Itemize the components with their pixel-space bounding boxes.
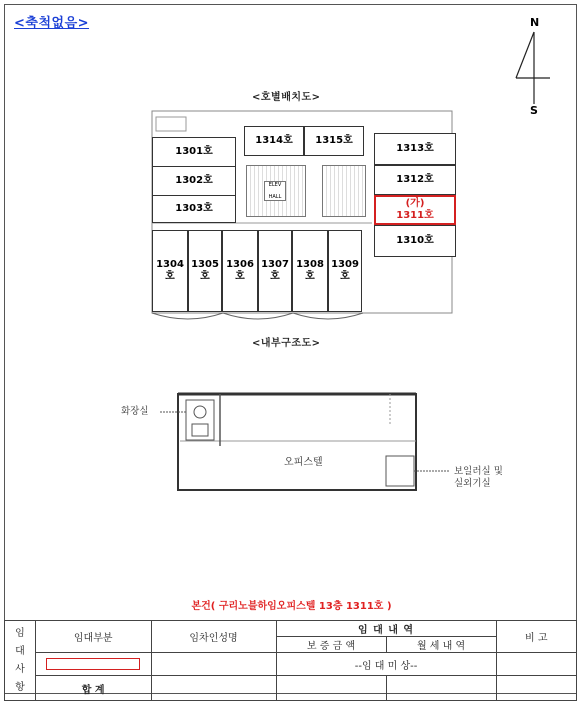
room-1301[interactable]: 1301호	[152, 137, 236, 167]
header-deposit: 보 증 금 액	[276, 637, 386, 653]
header-monthly-rent: 월 세 내 역	[386, 637, 496, 653]
lease-part-cell[interactable]	[35, 653, 151, 676]
lease-side-char: 임	[15, 627, 25, 639]
room-1312[interactable]: 1312호	[374, 165, 456, 195]
total-label: 합 계	[35, 676, 151, 701]
office-label: 오피스텔	[284, 457, 323, 468]
lease-part-input[interactable]	[46, 658, 140, 670]
elevator-hall-label: ELEV HALL	[264, 181, 286, 201]
header-lease-part: 임대부분	[35, 621, 151, 653]
restroom-label: 화장실	[121, 406, 149, 417]
lease-side-char: 대	[15, 645, 25, 657]
floor-plan-caption: <호별배치도>	[252, 92, 321, 103]
room-1310[interactable]: 1310호	[374, 225, 456, 257]
room-1305[interactable]: 1305호	[188, 230, 222, 312]
room-1314[interactable]: 1314호	[244, 126, 304, 156]
tenant-name-cell[interactable]	[151, 653, 276, 676]
compass-south-label: S	[530, 104, 538, 117]
lease-side-char: 항	[15, 681, 25, 693]
remarks-cell[interactable]	[496, 653, 576, 676]
header-lease-details: 임 대 내 역	[276, 621, 496, 637]
room-1308[interactable]: 1308호	[292, 230, 328, 312]
room-1311-subject[interactable]	[374, 195, 456, 225]
compass-north-label: N	[530, 16, 540, 29]
room-1304[interactable]: 1304호	[152, 230, 188, 312]
room-1313[interactable]: 1313호	[374, 133, 456, 165]
room-1311-mark: (가)	[405, 198, 425, 209]
floor-layout-plan	[148, 103, 458, 323]
room-1309[interactable]: 1309호	[328, 230, 362, 312]
room-1302[interactable]: 1302호	[152, 166, 236, 196]
room-1315[interactable]: 1315호	[304, 126, 364, 156]
subject-property-note: 본건( 구리노블하임오피스텔 13층 1311호 )	[191, 601, 392, 612]
boiler-room-label-line1: 보일러실 및	[454, 466, 503, 477]
header-tenant-name: 임차인성명	[151, 621, 276, 653]
compass-icon	[506, 16, 556, 116]
lease-status-text: --임 대 미 상--	[276, 653, 496, 676]
room-1311-label: 1311호	[396, 210, 434, 221]
room-1303[interactable]: 1303호	[152, 195, 236, 223]
room-1306[interactable]: 1306호	[222, 230, 258, 312]
boiler-room-label-line2: 실외기실	[454, 478, 491, 489]
total-tenant-cell	[151, 676, 276, 701]
total-remarks-cell	[496, 676, 576, 701]
lease-side-label	[5, 621, 36, 701]
total-monthly-cell	[386, 676, 496, 701]
interior-plan-caption: <내부구조도>	[252, 338, 321, 349]
elevator-core	[322, 165, 366, 217]
scale-note-link[interactable]: <축척없음>	[14, 16, 90, 31]
total-deposit-cell	[276, 676, 386, 701]
header-remarks: 비 고	[496, 621, 576, 653]
lease-table	[4, 620, 577, 701]
room-1307[interactable]: 1307호	[258, 230, 292, 312]
lease-side-char: 사	[15, 663, 25, 675]
